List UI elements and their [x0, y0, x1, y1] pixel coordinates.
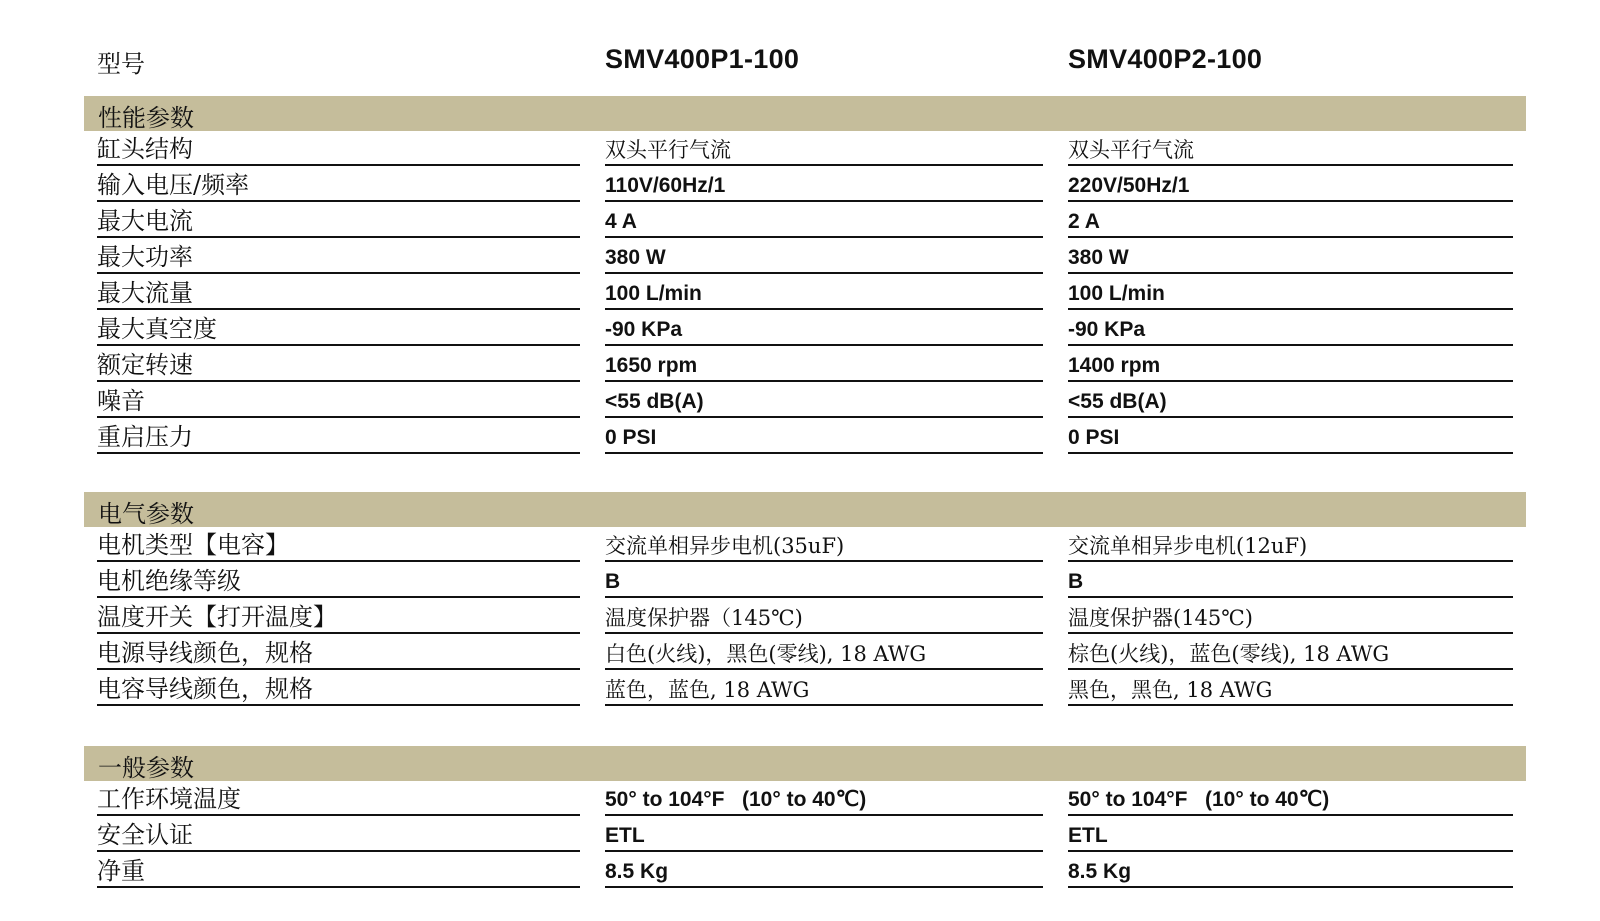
row-value-1: 100 L/min — [605, 276, 1043, 310]
row-label: 电容导线颜色，规格 — [97, 672, 580, 706]
table-row — [0, 276, 1600, 312]
row-value-1: 4 A — [605, 204, 1043, 238]
row-value-1: <55 dB(A) — [605, 384, 1043, 418]
table-row — [0, 528, 1600, 564]
table-row — [0, 168, 1600, 204]
section-header-band — [84, 746, 1526, 781]
table-row — [0, 854, 1600, 890]
row-value-1: 蓝色，蓝色, 18 AWG — [605, 672, 1043, 706]
row-value-2: <55 dB(A) — [1068, 384, 1513, 418]
row-value-1: 交流单相异步电机(35uF) — [605, 528, 1043, 562]
row-value-1: 0 PSI — [605, 420, 1043, 454]
row-label: 噪音 — [97, 384, 580, 418]
row-value-1: ETL — [605, 818, 1043, 852]
row-value-1: 380 W — [605, 240, 1043, 274]
row-value-2: -90 KPa — [1068, 312, 1513, 346]
model-name-1: SMV400P1-100 — [605, 44, 800, 74]
row-value-2: 交流单相异步电机(12uF) — [1068, 528, 1513, 562]
row-value-2: 棕色(火线)，蓝色(零线), 18 AWG — [1068, 636, 1513, 670]
row-value-1: B — [605, 564, 1043, 598]
row-value-2: 8.5 Kg — [1068, 854, 1513, 888]
model-header-row — [0, 40, 1600, 80]
table-row — [0, 636, 1600, 672]
row-value-2: 380 W — [1068, 240, 1513, 274]
row-value-1: 双头平行气流 — [605, 132, 1043, 166]
section-title: 电气参数 — [98, 500, 194, 528]
row-label: 最大流量 — [97, 276, 580, 310]
row-value-2: 1400 rpm — [1068, 348, 1513, 382]
row-label: 输入电压/频率 — [97, 168, 580, 202]
row-label: 额定转速 — [97, 348, 580, 382]
row-value-1: 温度保护器（145℃) — [605, 600, 1043, 634]
section-header-band — [84, 96, 1526, 131]
table-row — [0, 672, 1600, 708]
section-title: 性能参数 — [98, 104, 194, 132]
row-value-2: 黑色，黑色, 18 AWG — [1068, 672, 1513, 706]
row-label: 温度开关【打开温度】 — [97, 600, 580, 634]
row-label: 缸头结构 — [97, 132, 580, 166]
table-row — [0, 420, 1600, 456]
row-value-2: 2 A — [1068, 204, 1513, 238]
row-value-2: 0 PSI — [1068, 420, 1513, 454]
row-label: 最大功率 — [97, 240, 580, 274]
row-value-2: 220V/50Hz/1 — [1068, 168, 1513, 202]
table-row — [0, 312, 1600, 348]
row-value-2: 温度保护器(145℃) — [1068, 600, 1513, 634]
table-row — [0, 564, 1600, 600]
row-label: 净重 — [97, 854, 580, 888]
row-label: 最大电流 — [97, 204, 580, 238]
row-label: 电源导线颜色，规格 — [97, 636, 580, 670]
table-row — [0, 600, 1600, 636]
model-name-2: SMV400P2-100 — [1068, 44, 1263, 74]
table-row — [0, 132, 1600, 168]
row-value-2: 双头平行气流 — [1068, 132, 1513, 166]
row-value-1: 50° to 104°F (10° to 40℃) — [605, 782, 1043, 816]
table-row — [0, 818, 1600, 854]
table-row — [0, 348, 1600, 384]
row-value-1: 110V/60Hz/1 — [605, 168, 1043, 202]
model-label: 型号 — [97, 50, 145, 78]
row-label: 工作环境温度 — [97, 782, 580, 816]
section-header-band — [84, 492, 1526, 527]
table-row — [0, 384, 1600, 420]
row-label: 重启压力 — [97, 420, 580, 454]
row-label: 安全认证 — [97, 818, 580, 852]
row-label: 电机类型【电容】 — [97, 528, 580, 562]
row-value-1: -90 KPa — [605, 312, 1043, 346]
row-value-2: B — [1068, 564, 1513, 598]
row-label: 最大真空度 — [97, 312, 580, 346]
table-row — [0, 240, 1600, 276]
table-row — [0, 204, 1600, 240]
section-title: 一般参数 — [98, 754, 194, 782]
row-value-1: 1650 rpm — [605, 348, 1043, 382]
row-label: 电机绝缘等级 — [97, 564, 580, 598]
row-value-1: 白色(火线)，黑色(零线), 18 AWG — [605, 636, 1043, 670]
table-row — [0, 782, 1600, 818]
row-value-2: 50° to 104°F (10° to 40℃) — [1068, 782, 1513, 816]
row-value-1: 8.5 Kg — [605, 854, 1043, 888]
row-value-2: ETL — [1068, 818, 1513, 852]
row-value-2: 100 L/min — [1068, 276, 1513, 310]
